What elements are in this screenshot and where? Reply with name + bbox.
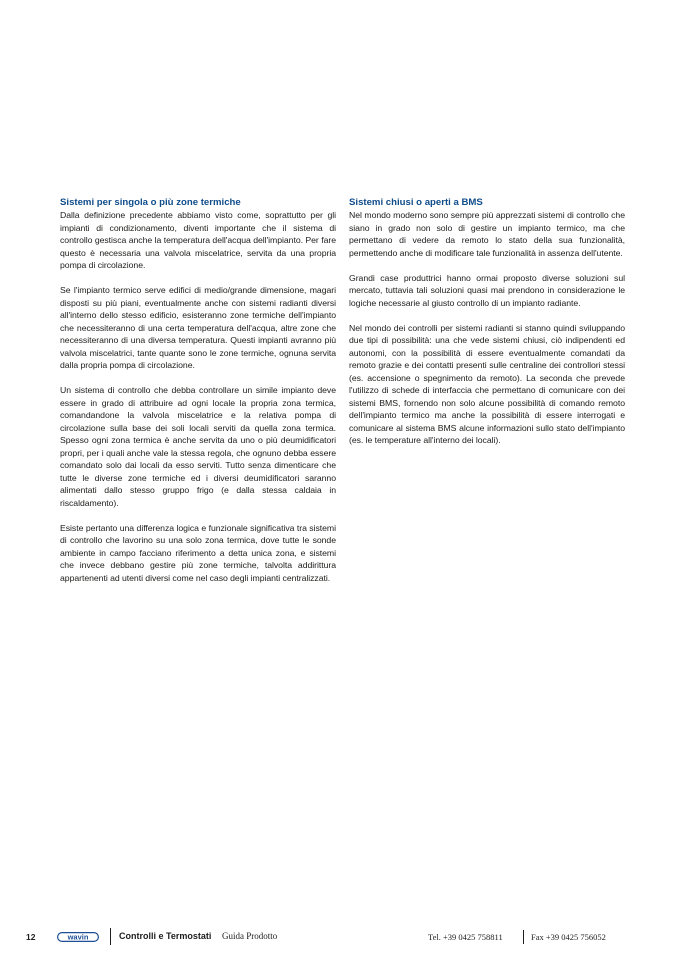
footer-divider: [523, 930, 524, 944]
paragraph: Nel mondo moderno sono sempre più apprezzati sistemi di controllo che siano in grado non solo di gestire un impianto termico, ma che permettano di vedere da remoto lo stato della sua funzionalità, permettendo anche di modificare tale funzionalità in assenza dell'utente.: [349, 210, 625, 258]
paragraph: Se l'impianto termico serve edifici di medio/grande dimensione, magari disposti su più piani, eventualmente anche con sistemi radianti diversi all'interno dello stesso edificio, esisteranno zone termiche dell'impianto che necessiteranno di una certa temperatura dell'acqua, altre zone che necessiteranno di una diversa temperatura. Questi impianti avranno più valvola miscelatrici, tante quante sono le zone termiche, ognuna servita dalla propria pompa di circolazione.: [60, 285, 336, 371]
logo-text: wavin: [67, 932, 89, 942]
footer-subtitle: Guida Prodotto: [222, 931, 278, 941]
paragraph: Nel mondo dei controlli per sistemi radianti si stanno quindi sviluppando due tipi di possibilità: una che vede sistemi chiusi, ciò indipendenti ed autonomi, con la possibilità di essere eventualmente comandati da remoto grazie e dei contatti presenti sulle centraline dei controllori stessi (es. accensione o spegnimento da remoto). La seconda che prevede l'utilizzo di schede di interfaccia che permettano di comunicare con dei sistemi BMS, fornendo non solo alcune possibilità di comando remoto dell'impianto termico ma anche la possibilità di essere interrogati e comunicare al sistema BMS alcune informazioni sullo stato dell'impianto (es. le temperature all'interno dei locali).: [349, 322, 625, 446]
paragraph: Un sistema di controllo che debba controllare un simile impianto deve essere in grado di attribuire ad ogni locale la propria zona termica, comandandone la valvola miscelatrice e la relativa pompa di circolazione sulla base dei soli locali serviti da quella zona termica. Spesso ogni zona termica è anche servita da uno o più deumidificatori propri, per i quali anche vale la stessa regola, che ognuno debba essere comandato solo dai locali da esso serviti. Tutto senza dimenticare che tutte le diverse zone termiche ed i diversi deumidificatori saranno alimentati dallo stesso gruppo frigo (e dalla stessa caldaia in riscaldamento).: [60, 385, 336, 508]
paragraph: Grandi case produttrici hanno ormai proposto diverse soluzioni sul mercato, tuttavia tali soluzioni quasi mai prendono in considerazione le logiche necessarie al giusto controllo di un impianto radiante.: [349, 272, 625, 308]
paragraph: Dalla definizione precedente abbiamo visto come, soprattutto per gli impianti di condizionamento, diventi importante che il sistema di controllo gestisca anche la temperatura dell'acqua dell'impianto. Per fare questo è necessaria una valvola miscelatrice, servita da una propria pompa di circolazione.: [60, 210, 336, 271]
footer-telephone: Tel. +39 0425 758811: [428, 932, 503, 942]
page-number: 12: [26, 932, 36, 942]
footer-fax: Fax +39 0425 756052: [531, 932, 606, 942]
page-footer: [0, 928, 678, 946]
footer-title: Controlli e Termostati: [119, 931, 212, 941]
right-column: [349, 197, 625, 459]
section-heading-bms: Sistemi chiusi o aperti a BMS: [349, 197, 483, 208]
left-column: [60, 197, 336, 597]
wavin-logo: [57, 932, 99, 942]
paragraph: Esiste pertanto una differenza logica e funzionale significativa tra sistemi di controllo che lavorino su una solo zona termica, dove tutte le sonde ambiente in campo facciano riferimento a detta unica zona, e sistemi che invece debbano gestire più zone termiche, talvolta addirittura appartenenti ad utenti diversi come nel caso degli impianti centralizzati.: [60, 522, 336, 583]
section-heading-zone-termiche: Sistemi per singola o più zone termiche: [60, 197, 241, 208]
footer-divider: [110, 928, 111, 945]
